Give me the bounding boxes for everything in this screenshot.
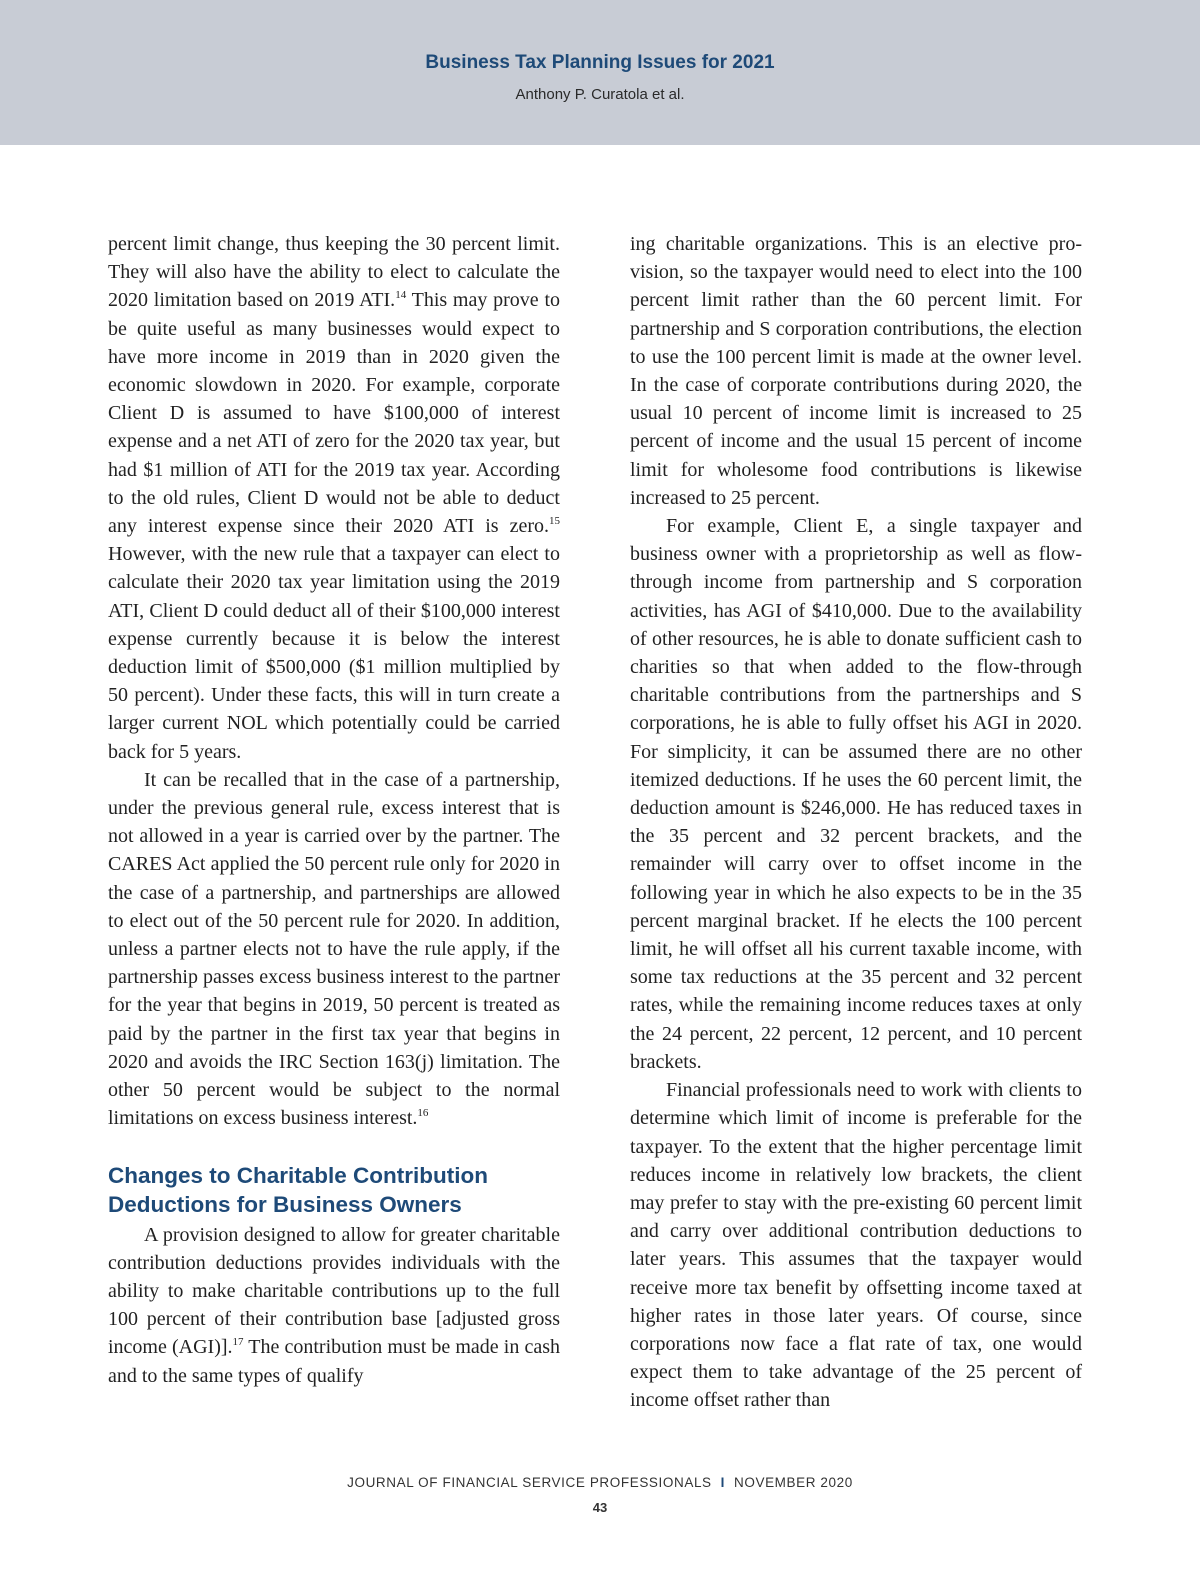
issue-date: NOVEMBER 2020 bbox=[734, 1475, 853, 1490]
paragraph: A provision designed to allow for greater charitable contribution deductions provides individuals with the ability to make charitable contributions up to the full 100 percent of their contribution base [adjusted gross income (AGI)].$^{17}$ The contribution must be made in cash and to the same types of qualify bbox=[108, 1223, 560, 1387]
article-authors: Anthony P. Curatola et al. bbox=[515, 86, 685, 103]
journal-footer bbox=[0, 1475, 1200, 1490]
journal-name: JOURNAL OF FINANCIAL SERVICE PROFESSIONALS bbox=[347, 1475, 712, 1490]
article-title: Business Tax Planning Issues for 2021 bbox=[425, 52, 775, 73]
paragraph: For example, Client E, a single taxpayer and business owner with a proprietorship as well as flow-through income from partnership and S corporation activities, has AGI of $410,000. Due to the availability of other resources, he is able to donate sufficient cash to charities so that when added to the flow-through charitable contributions from the partnerships and S corporations, he is able to fully offset his AGI in 2020. For simplicity, it can be assumed there are no other itemized deductions. If he uses the 60 percent limit, the deduction amount is $246,000. He has reduced taxes in the 35 percent and 32 percent brackets, and the remainder will carry over to offset income in the following year in which he also expects to be in the 35 percent marginal bracket. If he elects the 100 percent limit, he will offset all his current taxable income, with some tax reductions at the 35 percent and 32 percent rates, while the remaining income reduces taxes at only the 24 percent, 22 percent, 12 percent, and 10 percent brackets. bbox=[630, 515, 1082, 1073]
footnote-marker[interactable]: 15 bbox=[549, 515, 560, 528]
footnote-marker[interactable]: 16 bbox=[417, 1107, 429, 1120]
footer-separator: I bbox=[720, 1475, 726, 1490]
left-column bbox=[108, 230, 560, 1390]
paragraph: percent limit change, thus keeping the 30 percent limit. They will also have the ability to elect to calculate the 2020 limitation based on 2019 ATI.$^{14}$ This may prove to be quite useful as many businesses would expect to have more income in 2019 than in 2020 given the economic slowdown in 2020. For example, corporate Client D is assumed to have $100,000 of interest expense and a net ATI of zero for the 2020 tax year, but had $1 million of ATI for the 2019 tax year. According to the old rules, Client D would not be able to deduct any interest expense since their 2020 ATI is zero.$^{15}$ However, with the new rule that a taxpayer can elect to calculate their 2020 tax year limitation using the 2019 ATI, Client D could deduct all of their $100,000 interest expense currently because it is below the interest deduction limit of $500,000 ($1 million multiplied by 50 percent). Under these facts, this will in turn create a larger current NOL which potentially could be carried back for 5 years. bbox=[108, 233, 561, 763]
section-heading: Changes to Charitable Contribution Deductions for Business Owners bbox=[108, 1162, 488, 1217]
paragraph: Financial professionals need to work with clients to determine which limit of income is preferable for the taxpayer. To the extent that the higher percentage limit reduces income in relatively low brackets, the client may prefer to stay with the pre-existing 60 percent limit and carry over additional contribution deductions to later years. This assumes that the taxpayer would receive more tax benefit by offsetting income taxed at higher rates in those later years. Of course, since corporations now face a flat rate of tax, one would expect them to take advantage of the 25 percent of income offset rather than bbox=[630, 1079, 1082, 1412]
paragraph: ing charitable organizations. This is an elective provision, so the taxpayer would need to elect into the 100 percent limit rather than the 60 percent limit. For partnership and S corporation contributions, the election to use the 100 percent limit is made at the owner level. In the case of corporate contributions during 2020, the usual 10 percent of income limit is increased to 25 percent of income and the usual 15 percent of income limit for wholesome food contributions is likewise increased to 25 percent. bbox=[630, 233, 1082, 509]
page-number: 43 bbox=[592, 1500, 608, 1515]
paragraph: It can be recalled that in the case of a partnership, under the previous general rule, excess interest that is not allowed in a year is carried over by the partner. The CARES Act applied the 50 percent rule only for 2020 in the case of a partnership, and partnerships are allowed to elect out of the 50 percent rule for 2020. In addition, unless a partner elects not to have the rule apply, if the partnership passes excess business interest to the partner for the year that begins in 2019, 50 percent is treated as paid by the partner in the first tax year that begins in 2020 and avoids the IRC Section 163(j) limitation. The other 50 percent would be subject to the normal limitations on excess business interest.$^{16}$ bbox=[108, 768, 560, 1130]
footnote-marker[interactable]: 17 bbox=[232, 1336, 244, 1349]
footnote-marker[interactable]: 14 bbox=[395, 289, 407, 302]
running-header bbox=[0, 0, 1200, 145]
right-column bbox=[630, 230, 1082, 1415]
